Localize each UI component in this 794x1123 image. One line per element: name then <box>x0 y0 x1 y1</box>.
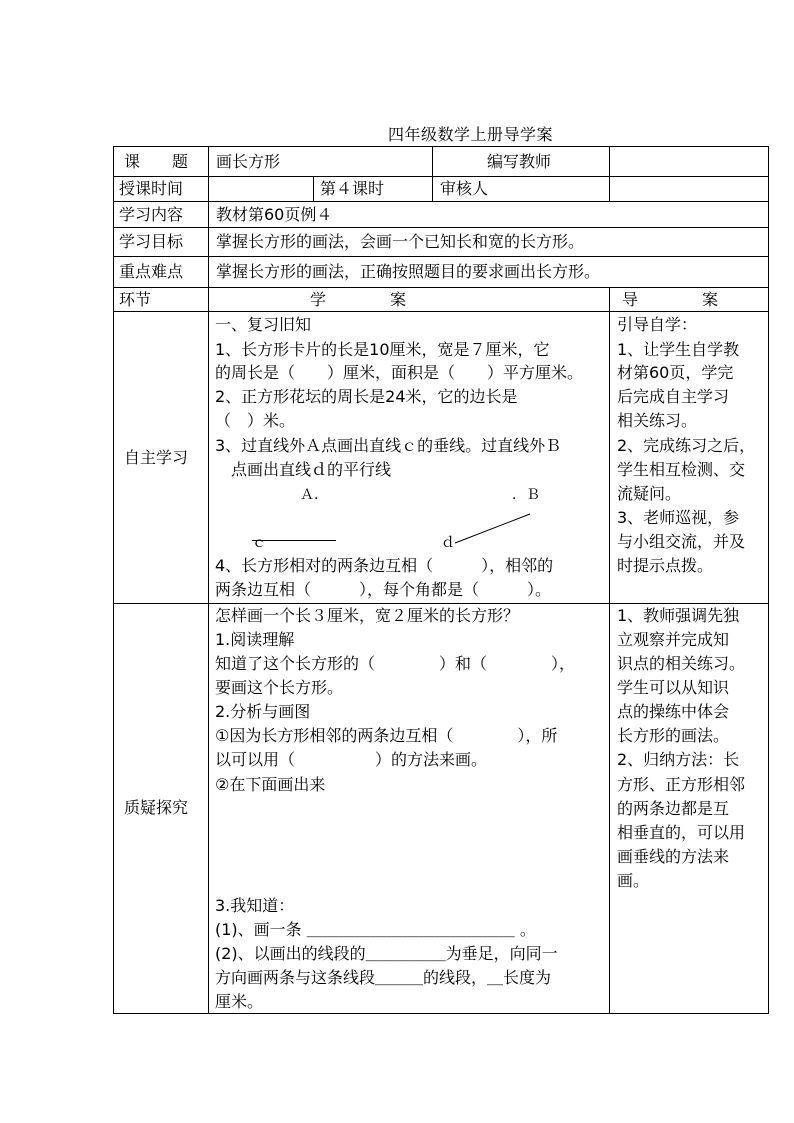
reviewer-label: 审核人 <box>440 179 489 198</box>
know-line: 方向画两条与这条线段＿＿＿的线段，＿长度为 <box>215 968 552 987</box>
inquiry-line: ②在下面画出来 <box>215 775 326 794</box>
time-label: 授课时间 <box>119 179 184 198</box>
inquiry-line: 怎样画一个长３厘米，宽２厘米的长方形？ <box>215 606 520 625</box>
inquiry-line: 1.阅读理解 <box>215 630 295 649</box>
guide-line: 2、完成练习之后， <box>617 436 756 455</box>
know-line: (1)、画一条 ＿＿＿＿＿＿＿＿＿＿＿＿＿ 。 <box>215 920 536 939</box>
self-study-line: 2、正方形花坛的周长是24米，它的边长是 <box>215 387 518 406</box>
know-line: 3.我知道： <box>215 896 295 915</box>
guide-line: 相关练习。 <box>617 411 698 430</box>
inquiry-guide-line: 1、教师强调先独 <box>617 606 740 625</box>
guide-line: 材第60页，学完 <box>617 363 734 382</box>
self-study-line: 点画出直线ｄ的平行线 <box>215 460 392 479</box>
inquiry-label: 质疑探究 <box>124 798 189 817</box>
guide-line: 3、老师巡视，参 <box>617 508 740 527</box>
inquiry-guide-line: 识点的相关练习。 <box>617 654 746 673</box>
inquiry-line: 知道了这个长方形的（ ）和（ ）， <box>215 654 576 673</box>
self-study-line: 1、长方形卡片的长是10厘米，宽是７厘米，它 <box>215 340 550 359</box>
inquiry-line: 以可以用（ ）的方法来画。 <box>215 750 488 769</box>
inquiry-line: ①因为长方形相邻的两条边互相（ ），所 <box>215 726 558 745</box>
study-label: 学 案 <box>310 290 407 309</box>
guide-line: 流疑问。 <box>617 484 682 503</box>
guide-line: 引导自学： <box>617 315 698 334</box>
line-d-label: ｄ <box>441 535 455 551</box>
editor-label: 编写教师 <box>487 152 552 171</box>
inquiry-guide-line: 方形、正方形相邻 <box>617 775 746 794</box>
self-study-line: 4、长方形相对的两条边互相（ ），相邻的 <box>215 556 554 575</box>
key-label: 重点难点 <box>119 262 184 281</box>
self-study-line: 两条边互相（ ），每个角都是（ ）。 <box>215 580 552 599</box>
guide-label: 导 案 <box>622 290 719 309</box>
self-study-line: 一、复习旧知 <box>215 315 312 334</box>
self-study-line: 3、过直线外Ａ点画出直线ｃ的垂线。过直线外Ｂ <box>215 436 562 455</box>
inquiry-guide-line: 画垂线的方法来 <box>617 847 730 866</box>
topic-value: 画长方形 <box>216 152 281 171</box>
guide-line: 学生相互检测、交 <box>617 460 746 479</box>
know-line: 厘米。 <box>215 992 264 1011</box>
lesson-number: 第４课时 <box>320 179 385 198</box>
self-study-label: 自主学习 <box>124 448 189 467</box>
topic-label: 课 题 <box>124 152 189 171</box>
inquiry-guide-line: 长方形的画法。 <box>617 726 730 745</box>
point-a-label: Ａ． <box>300 487 328 503</box>
line-c-label: ｃ <box>252 535 266 551</box>
guide-line: 1、让学生自学教 <box>617 340 740 359</box>
section-label: 环节 <box>119 290 152 309</box>
inquiry-guide-line: 画。 <box>617 871 650 890</box>
guide-line: 时提示点拨。 <box>617 556 714 575</box>
key-value: 掌握长方形的画法，正确按照题目的要求画出长方形。 <box>216 262 601 281</box>
inquiry-line: 要画这个长方形。 <box>215 678 344 697</box>
guide-line: 与小组交流，并及 <box>617 532 746 551</box>
document-title: 四年级数学上册导学案 <box>388 125 554 144</box>
inquiry-guide-line: 立观察并完成知 <box>617 630 730 649</box>
self-study-line: （ ）米。 <box>215 411 296 430</box>
content-value: 教材第60页例４ <box>216 205 333 224</box>
know-line: (2)、以画出的线段的＿＿＿＿＿为垂足，向同一 <box>215 944 558 963</box>
inquiry-guide-line: 点的操练中体会 <box>617 702 730 721</box>
inquiry-guide-line: 学生可以从知识 <box>617 678 730 697</box>
self-study-line: 的周长是（ ）厘米，面积是（ ）平方厘米。 <box>215 363 584 382</box>
point-b-label: ．Ｂ <box>512 487 540 503</box>
line-d <box>455 514 530 543</box>
goal-label: 学习目标 <box>119 232 184 251</box>
guide-line: 后完成自主学习 <box>617 387 730 406</box>
inquiry-guide-line: 2、归纳方法：长 <box>617 750 740 769</box>
content-label: 学习内容 <box>119 205 184 224</box>
inquiry-line: 2.分析与画图 <box>215 702 311 721</box>
inquiry-guide-line: 的两条边都是互 <box>617 799 730 818</box>
goal-value: 掌握长方形的画法，会画一个已知长和宽的长方形。 <box>216 232 585 251</box>
inquiry-guide-line: 相垂直的，可以用 <box>617 823 746 842</box>
